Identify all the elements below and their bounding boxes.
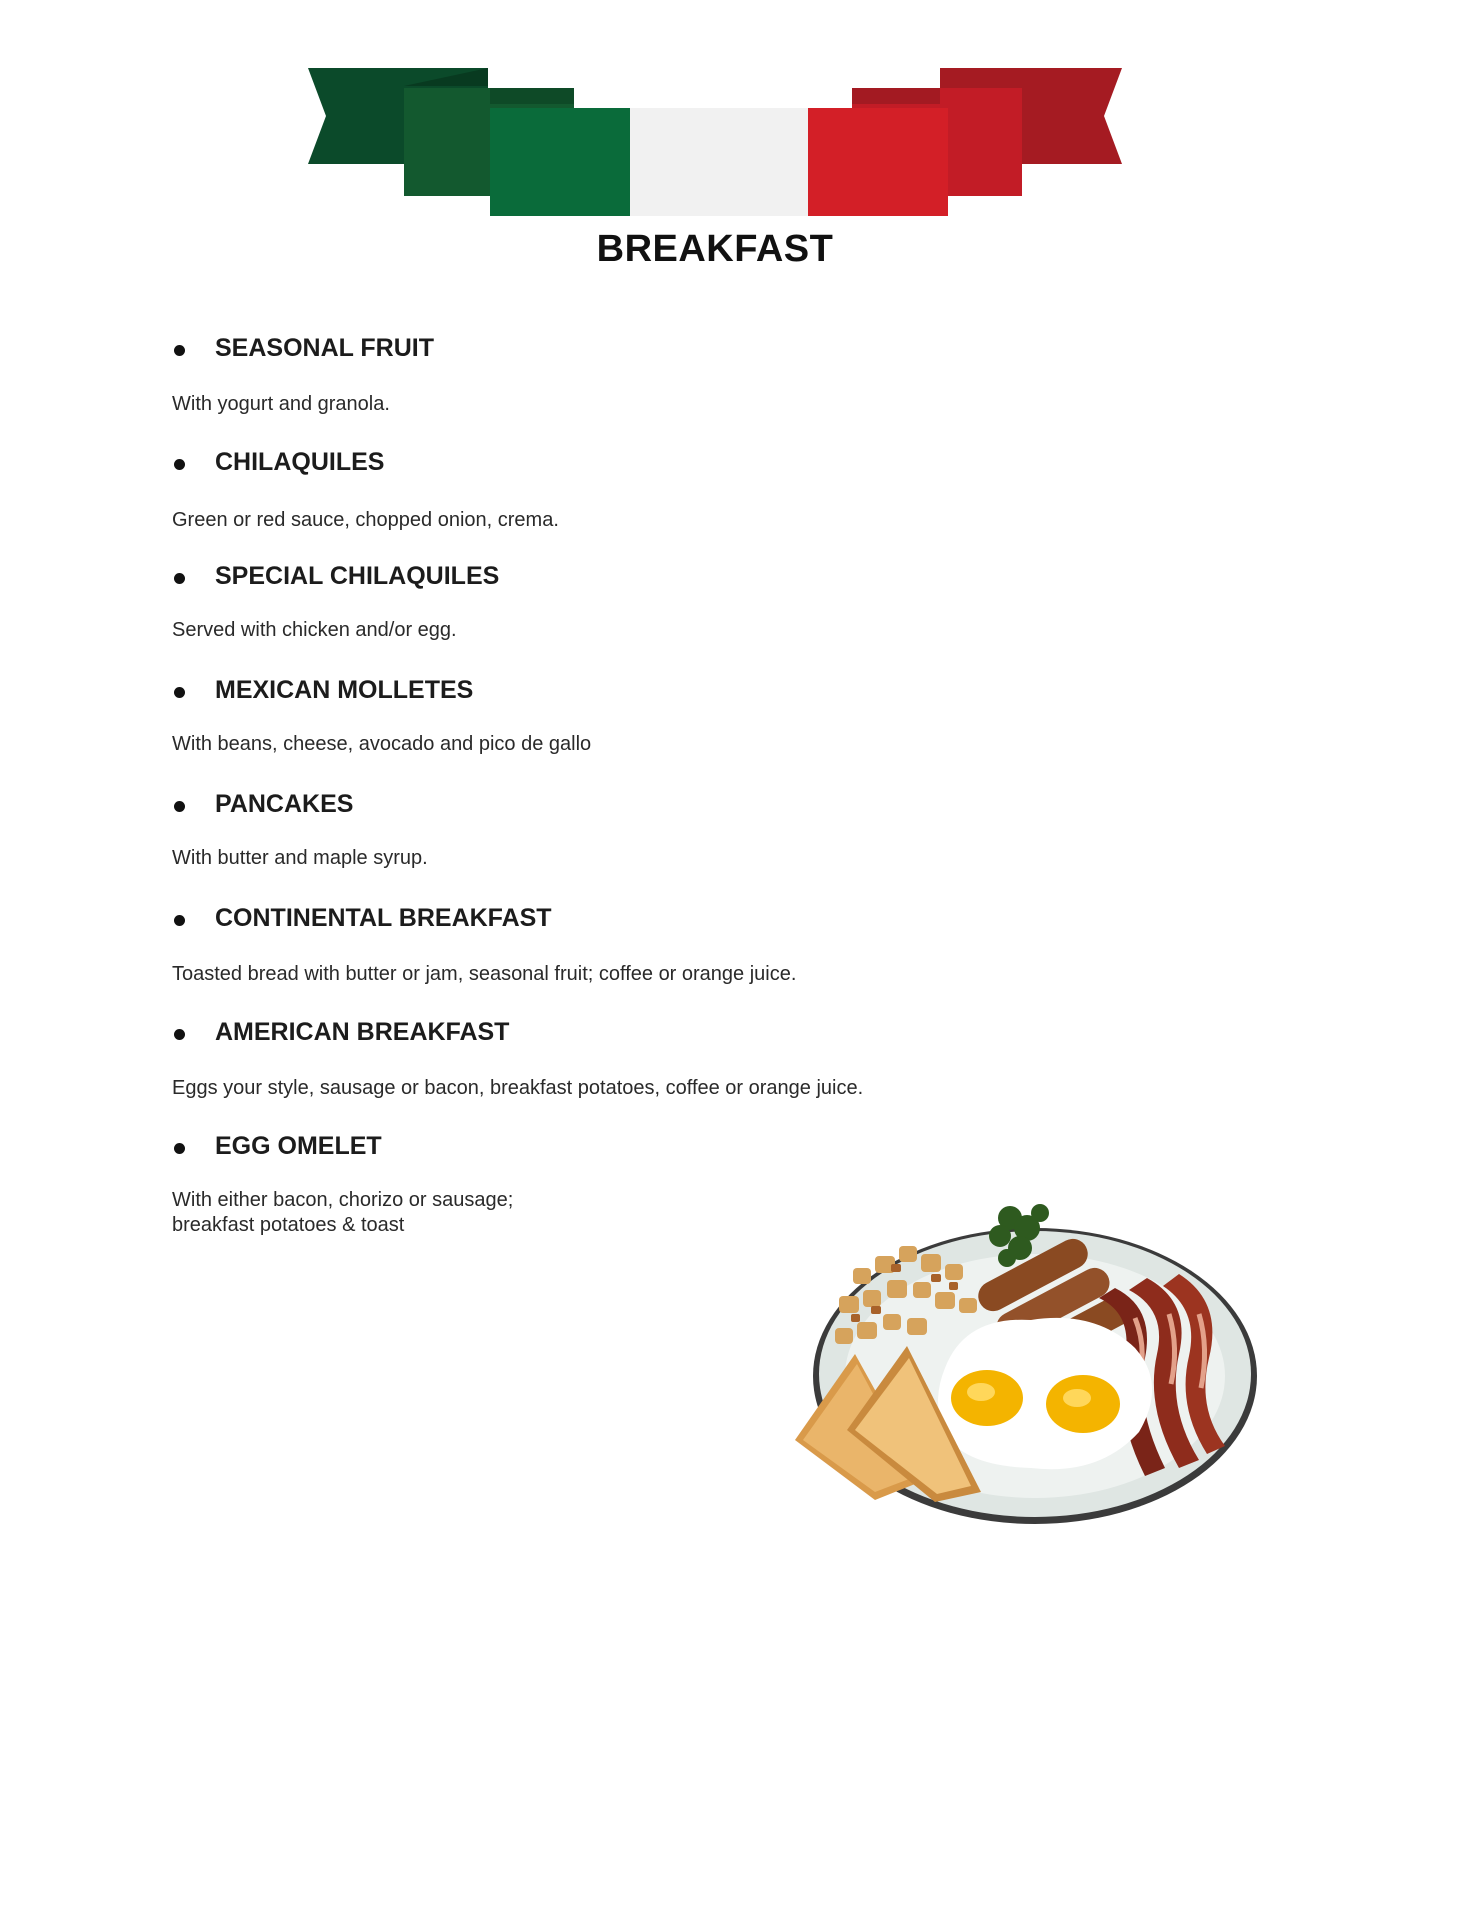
menu-item-special-chilaquiles [170,562,1270,641]
item-description: Served with chicken and/or egg. [172,619,457,641]
item-description: With beans, cheese, avocado and pico de gallo [172,733,592,755]
bullet-icon [174,915,185,926]
item-description: With yogurt and granola. [172,393,390,415]
menu-item-american-breakfast [170,1018,1270,1099]
item-name: CONTINENTAL BREAKFAST [215,904,552,932]
item-name: SPECIAL CHILAQUILES [215,562,500,590]
menu-item-continental-breakfast [170,904,1270,985]
item-name: MEXICAN MOLLETES [215,676,474,704]
item-description: Eggs your style, sausage or bacon, breakfast potatoes, coffee or orange juice. [172,1077,864,1099]
bullet-icon [174,687,185,698]
menu-item-mexican-molletes [170,676,1270,755]
flag-ribbon-banner [300,64,1130,220]
bullet-icon [174,345,185,356]
item-description: With butter and maple syrup. [172,847,428,869]
page-title: BREAKFAST [596,228,834,270]
item-description: With either bacon, chorizo or sausage; [172,1189,514,1211]
item-name: EGG OMELET [215,1132,382,1160]
item-description: Toasted bread with butter or jam, seasonal fruit; coffee or orange juice. [172,963,797,985]
bullet-icon [174,1029,185,1040]
item-description: Green or red sauce, chopped onion, crema. [172,509,559,531]
menu-item-pancakes [170,790,1270,869]
bullet-icon [174,459,185,470]
item-name: PANCAKES [215,790,354,818]
item-description-line2: breakfast potatoes & toast [172,1214,405,1236]
bullet-icon [174,801,185,812]
breakfast-plate-icon [795,1198,1265,1538]
menu-item-seasonal-fruit [170,334,1270,415]
item-name: AMERICAN BREAKFAST [215,1018,510,1046]
menu-item-egg-omelet [170,1132,1270,1236]
bullet-icon [174,573,185,584]
bullet-icon [174,1143,185,1154]
item-name: CHILAQUILES [215,448,385,476]
item-name: SEASONAL FRUIT [215,334,434,362]
menu-item-chilaquiles [170,448,1270,531]
